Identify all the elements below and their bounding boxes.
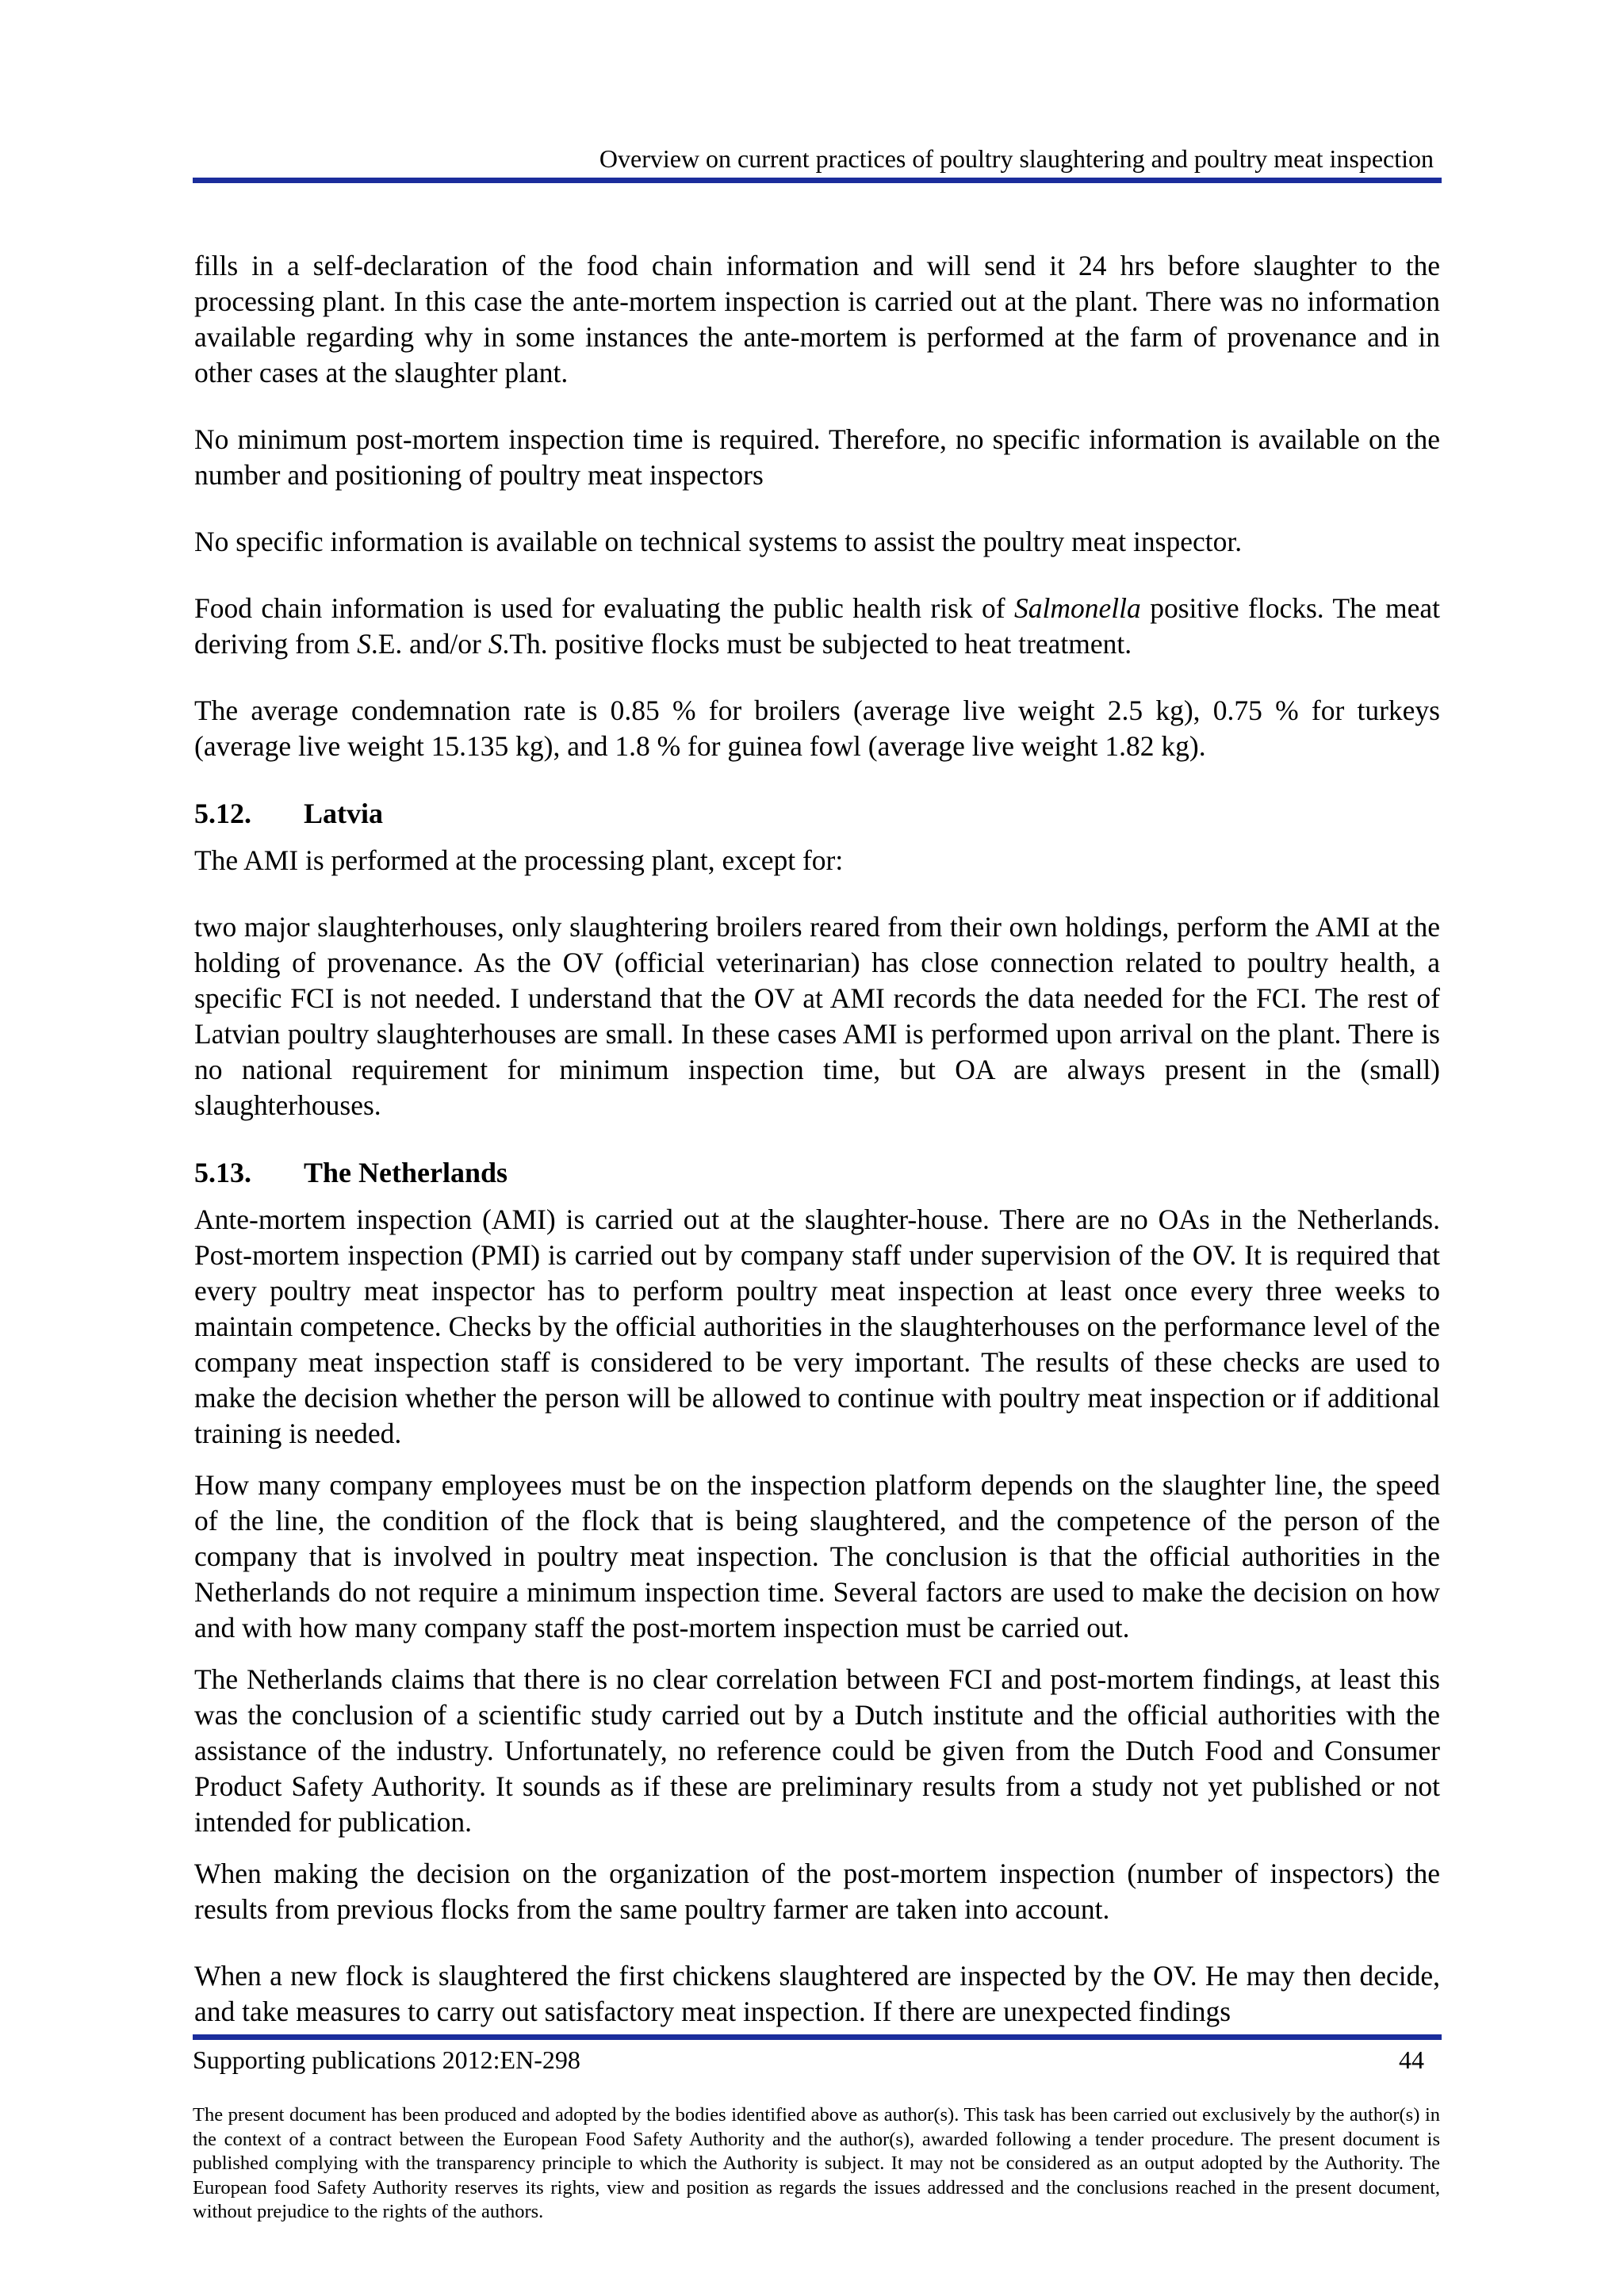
body-text xyxy=(194,248,1440,2061)
s-italic-2: S xyxy=(488,628,503,660)
footer xyxy=(193,2044,1442,2076)
paragraph-netherlands-fci-correlation: The Netherlands claims that there is no clear correlation between FCI and post-mortem findings, at least this was the conclusion of a scientific study carried out by a Dutch institute and the official authorities with the assistance of the industry. Unfortunately, no reference could be given from the Dutch Food and Consumer Product Safety Authority. It sounds as if these are preliminary results from a study not yet published or not intended for publication. xyxy=(194,1663,1440,1838)
paragraph-latvia-slaughterhouses: two major slaughterhouses, only slaughtering broilers reared from their own holdings, perform the AMI at the holding of provenance. As the OV (official veterinarian) has close connection related to poultry health, a specific FCI is not needed. I understand that the OV at AMI records the data needed for the FCI. The rest of Latvian poultry slaughterhouses are small. In these cases AMI is performed upon arrival on the plant. There is no national requirement for minimum inspection time, but OA are always present in the (small) slaughterhouses. xyxy=(194,911,1440,1121)
paragraph-food-chain-self-declaration: fills in a self-declaration of the food chain information and will send it 24 hrs before slaughter to the processing plant. In this case the ante-mortem inspection is carried out at the plant. There was no information available regarding why in some instances the ante-mortem is performed at the farm of provenance and in other cases at the slaughter plant. xyxy=(194,250,1440,388)
s-italic-1: S xyxy=(357,628,371,660)
footer-rule xyxy=(193,2034,1442,2040)
running-header: Overview on current practices of poultry slaughtering and poultry meat inspection xyxy=(599,144,1434,173)
paragraph-technical-systems: No specific information is available on technical systems to assist the poultry meat inspector. xyxy=(194,526,1243,557)
section-heading-netherlands xyxy=(194,1154,1440,1191)
section-title: Latvia xyxy=(304,798,384,829)
paragraph-netherlands-new-flock: When a new flock is slaughtered the first chickens slaughtered are inspected by the OV. He may then decide, and take measures to carry out satisfactory meat inspection. If there are unexpected findings xyxy=(194,1960,1440,2027)
paragraph-condemnation-rate: The average condemnation rate is 0.85 % for broilers (average live weight 2.5 kg), 0.75 % for turkeys (average live weight 15.135 kg), and 1.8 % for guinea fowl (average live weight 1.82 kg). xyxy=(194,695,1440,762)
page-number: 44 xyxy=(1399,2045,1424,2074)
paragraph-netherlands-organization: When making the decision on the organization of the post-mortem inspection (number of inspectors) the results from previous flocks from the same poultry farmer are taken into account. xyxy=(194,1858,1440,1925)
section-title: The Netherlands xyxy=(304,1157,508,1188)
section-number: 5.12. xyxy=(194,798,251,829)
paragraph-netherlands-employees: How many company employees must be on the inspection platform depends on the slaughter line, the speed of the line, the condition of the flock that is being slaughtered, and the competence of the person of the company that is involved in poultry meat inspection. The conclusion is that the official authorities in the Netherlands do not require a minimum inspection time. Several factors are used to make the decision on how and with how many company staff the post-mortem inspection must be carried out. xyxy=(194,1469,1440,1644)
header-rule xyxy=(193,178,1442,183)
paragraph-salmonella xyxy=(194,591,1440,662)
salmonella-text-a: Food chain information is used for evaluating the public health risk of xyxy=(194,592,1015,624)
salmonella-text-d: .Th. positive flocks must be subjected to heat treatment. xyxy=(502,628,1132,660)
paragraph-post-mortem-time: No minimum post-mortem inspection time is required. Therefore, no specific information is available on the number and positioning of poultry meat inspectors xyxy=(194,423,1440,491)
section-number: 5.13. xyxy=(194,1157,251,1188)
paragraph-netherlands-ami: Ante-mortem inspection (AMI) is carried out at the slaughter-house. There are no OAs in the Netherlands. Post-mortem inspection (PMI) is carried out by company staff under supervision of the OV. It is required that every poultry meat inspector has to perform poultry meat inspection at least once every three weeks to maintain competence. Checks by the official authorities in the slaughterhouses on the performance level of the company meat inspection staff is considered to be very important. The results of these checks are used to make the decision whether the person will be allowed to continue with poultry meat inspection or if additional training is needed. xyxy=(194,1203,1440,1449)
disclaimer: The present document has been produced and adopted by the bodies identified above as author(s). This task has been carried out exclusively by the author(s) in the context of a contract between the European Food Safety Authority and the author(s), awarded following a tender procedure. The present document is published complying with the transparency principle to which the Authority is subject. It may not be considered as an output adopted by the Authority. The European food Safety Authority reserves its rights, view and position as regards the issues addressed and the conclusions reached in the present document, without prejudice to the rights of the authors. xyxy=(193,2104,1440,2222)
salmonella-text-b: positive flocks. The meat deriving from xyxy=(194,592,1440,660)
publication-reference: Supporting publications 2012:EN-298 xyxy=(193,2045,580,2074)
paragraph-latvia-ami: The AMI is performed at the processing plant, except for: xyxy=(194,844,844,876)
salmonella-italic: Salmonella xyxy=(1014,592,1141,624)
section-heading-latvia xyxy=(194,795,1440,832)
salmonella-text-c: .E. and/or xyxy=(370,628,488,660)
